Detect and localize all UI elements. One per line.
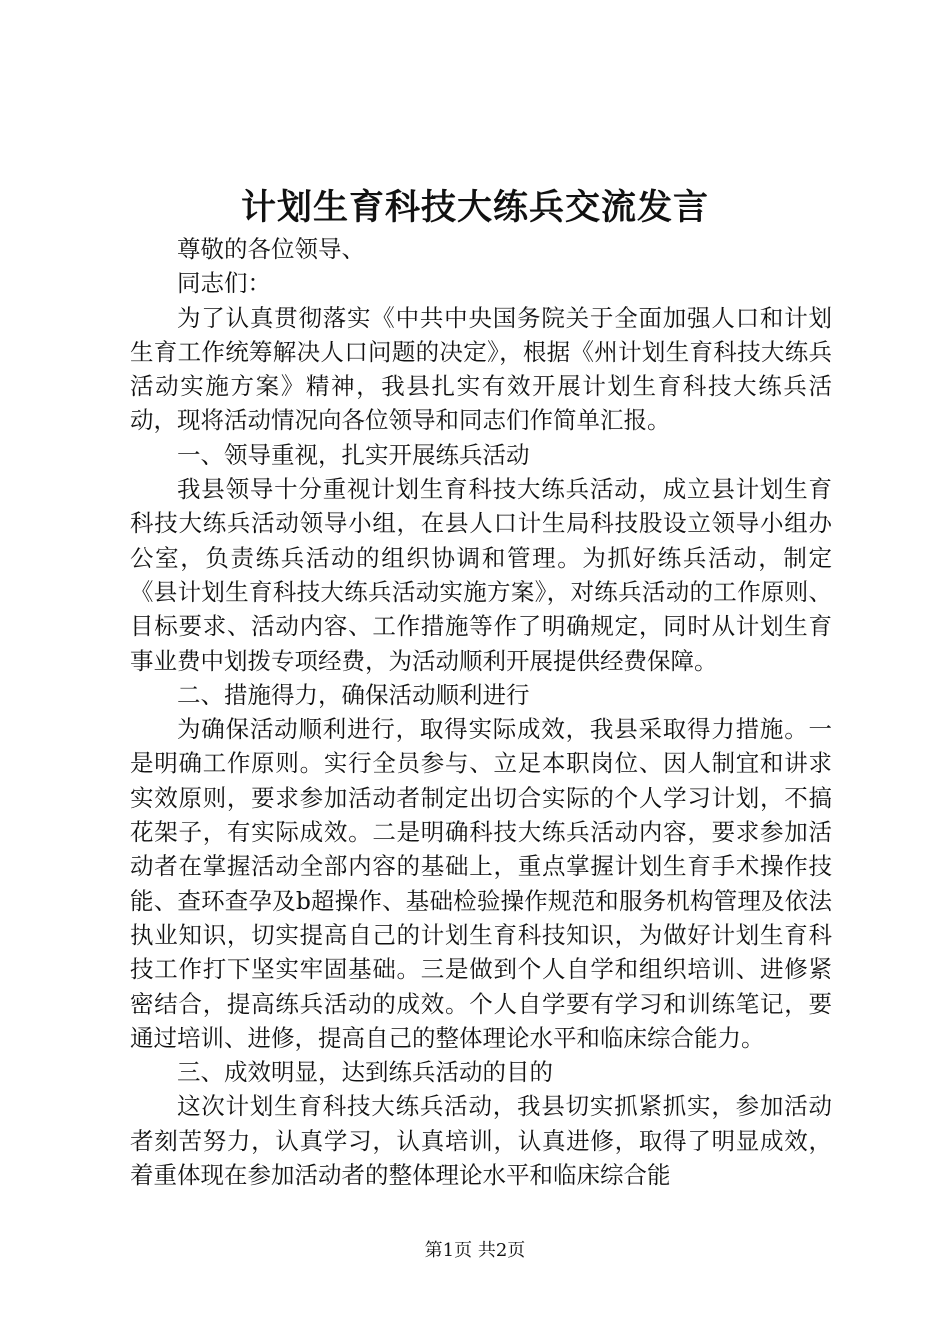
- document-body: [130, 232, 832, 1192]
- section-1-paragraph: 我县领导十分重视计划生育科技大练兵活动，成立县计划生育科技大练兵活动领导小组，在县人口计生局科技股设立领导小组办公室，负责练兵活动的组织协调和管理。为抓好练兵活动，制定《县计划生育科技大练兵活动实施方案》，对练兵活动的工作原则、目标要求、活动内容、工作措施等作了明确规定，同时从计划生育事业费中划拨专项经费，为活动顺利开展提供经费保障。: [130, 475, 832, 675]
- section-2-paragraph: 为确保活动顺利进行，取得实际成效，我县采取得力措施。一是明确工作原则。实行全员参与、立足本职岗位、因人制宜和讲求实效原则，要求参加活动者制定出切合实际的个人学习计划，不搞花架子，有实际成效。二是明确科技大练兵活动内容，要求参加活动者在掌握活动全部内容的基础上，重点掌握计划生育手术操作技能、查环查孕及b超操作、基础检验操作规范和服务机构管理及依法执业知识，切实提高自己的计划生育科技知识，为做好计划生育科技工作打下坚实牢固基础。三是做到个人自学和组织培训、进修紧密结合，提高练兵活动的成效。个人自学要有学习和训练笔记，要通过培训、进修，提高自己的整体理论水平和临床综合能力。: [130, 715, 832, 1052]
- document-title: 计划生育科技大练兵交流发言: [240, 187, 709, 228]
- section-2-heading: 二、措施得力，确保活动顺利进行: [177, 680, 530, 709]
- section-3-heading: 三、成效明显，达到练兵活动的目的: [177, 1058, 553, 1087]
- intro-paragraph: 为了认真贯彻落实《中共中央国务院关于全面加强人口和计划生育工作统筹解决人口问题的决定》，根据《州计划生育科技大练兵活动实施方案》精神，我县扎实有效开展计划生育科技大练兵活动，现将活动情况向各位领导和同志们作简单汇报。: [130, 303, 832, 435]
- page-number-footer: 第1页 共2页: [424, 1240, 526, 1261]
- section-3-paragraph: 这次计划生育科技大练兵活动，我县切实抓紧抓实，参加活动者刻苦努力，认真学习，认真培训，认真进修，取得了明显成效，着重体现在参加活动者的整体理论水平和临床综合能: [130, 1092, 832, 1190]
- greeting-line-1: 尊敬的各位领导、: [177, 235, 365, 263]
- section-1-heading: 一、领导重视，扎实开展练兵活动: [177, 440, 530, 469]
- greeting-line-2: 同志们：: [177, 269, 271, 298]
